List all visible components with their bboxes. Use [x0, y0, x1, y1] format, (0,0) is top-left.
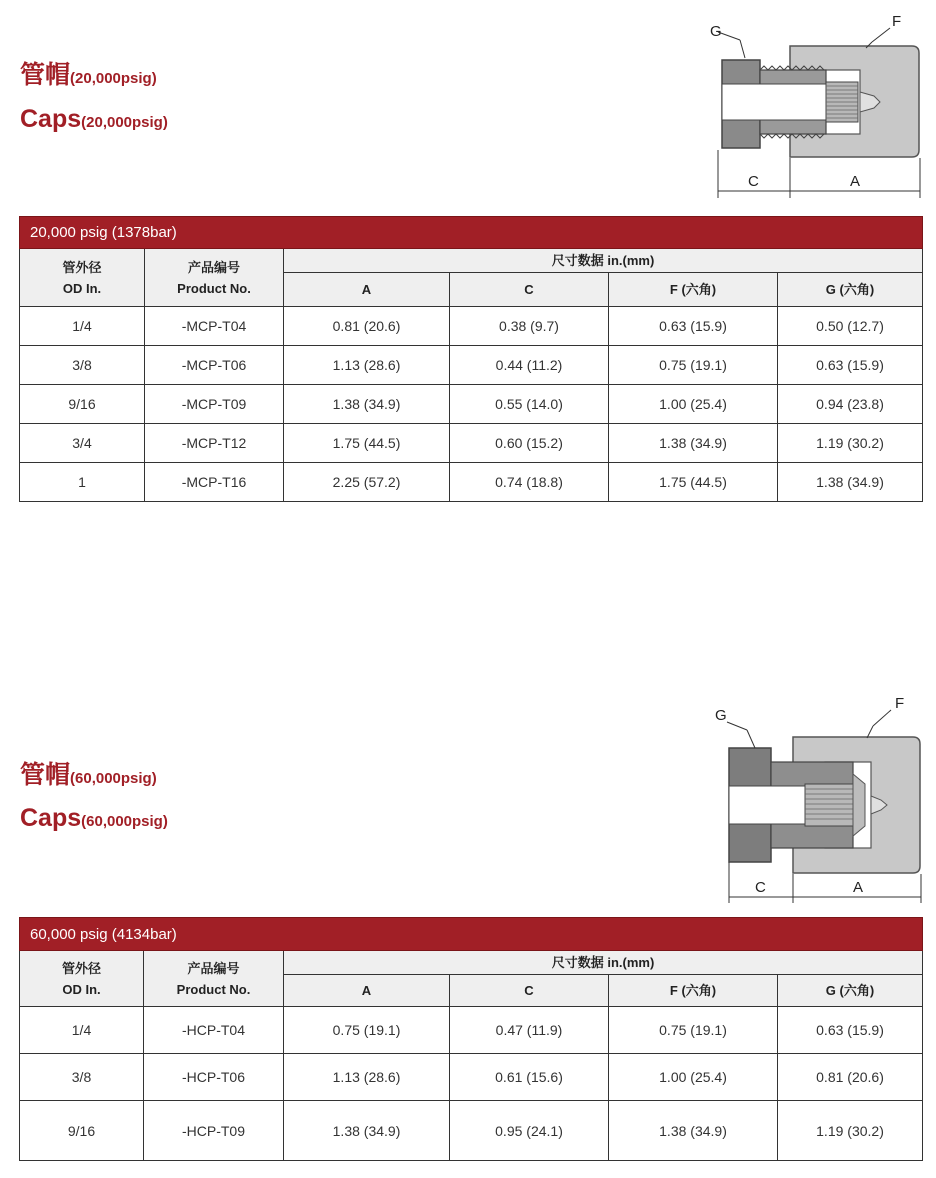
cell-g: 1.19 (30.2)	[778, 1101, 923, 1161]
table-row	[20, 385, 923, 424]
col-a: A	[284, 975, 450, 1007]
cell-g: 1.19 (30.2)	[778, 424, 923, 463]
cap-diagram	[705, 690, 930, 905]
pressure-banner: 20,000 psig (1378bar)	[20, 217, 923, 249]
cell-a: 1.38 (34.9)	[284, 1101, 450, 1161]
col-dimensions: 尺寸数据 in.(mm)	[284, 249, 923, 273]
cell-c: 0.60 (15.2)	[450, 424, 609, 463]
cell-f: 1.75 (44.5)	[609, 463, 778, 502]
cell-g: 0.63 (15.9)	[778, 346, 923, 385]
title-en: Caps(20,000psig)	[20, 105, 168, 133]
col-dimensions: 尺寸数据 in.(mm)	[284, 951, 923, 975]
label-a: A	[850, 173, 861, 190]
tube-bore	[722, 84, 826, 120]
cell-a: 1.13 (28.6)	[284, 346, 450, 385]
cell-g: 0.63 (15.9)	[778, 1007, 923, 1054]
cell-a: 2.25 (57.2)	[284, 463, 450, 502]
pressure-banner: 60,000 psig (4134bar)	[20, 918, 923, 951]
cell-a: 0.75 (19.1)	[284, 1007, 450, 1054]
title-cn: 管帽(20,000psig)	[20, 61, 157, 89]
cell-c: 0.95 (24.1)	[450, 1101, 609, 1161]
table-row	[20, 424, 923, 463]
cell-product-no: -HCP-T09	[144, 1101, 284, 1161]
col-c: C	[450, 975, 609, 1007]
table-row	[20, 307, 923, 346]
cell-od: 3/8	[20, 1054, 144, 1101]
cell-f: 1.00 (25.4)	[609, 385, 778, 424]
cell-od: 9/16	[20, 1101, 144, 1161]
cell-od: 1	[20, 463, 145, 502]
cell-a: 1.13 (28.6)	[284, 1054, 450, 1101]
cell-f: 1.00 (25.4)	[609, 1054, 778, 1101]
cell-c: 0.47 (11.9)	[450, 1007, 609, 1054]
cell-g: 0.94 (23.8)	[778, 385, 923, 424]
spec-table-60000	[19, 917, 923, 1161]
cell-product-no: -MCP-T09	[145, 385, 284, 424]
cell-c: 0.38 (9.7)	[450, 307, 609, 346]
label-g: G	[715, 707, 727, 724]
col-c: C	[450, 273, 609, 307]
cap-diagram	[700, 8, 930, 203]
cell-c: 0.74 (18.8)	[450, 463, 609, 502]
col-od: 管外径 OD In.	[20, 249, 145, 307]
cell-f: 0.63 (15.9)	[609, 307, 778, 346]
col-g: G (六角)	[778, 273, 923, 307]
cell-od: 3/8	[20, 346, 145, 385]
cell-f: 0.75 (19.1)	[609, 1007, 778, 1054]
cell-product-no: -MCP-T04	[145, 307, 284, 346]
cell-g: 0.50 (12.7)	[778, 307, 923, 346]
cell-f: 1.38 (34.9)	[609, 1101, 778, 1161]
section-60000psig	[0, 690, 936, 1170]
label-c: C	[748, 173, 759, 190]
col-product-no: 产品编号 Product No.	[145, 249, 284, 307]
col-od: 管外径 OD In.	[20, 951, 144, 1007]
cell-od: 3/4	[20, 424, 145, 463]
cell-product-no: -MCP-T06	[145, 346, 284, 385]
cell-product-no: -MCP-T12	[145, 424, 284, 463]
col-g: G (六角)	[778, 975, 923, 1007]
cell-c: 0.61 (15.6)	[450, 1054, 609, 1101]
col-f: F (六角)	[609, 975, 778, 1007]
label-f: F	[895, 695, 905, 712]
section-20000psig	[0, 0, 936, 520]
cell-a: 1.75 (44.5)	[284, 424, 450, 463]
cell-f: 0.75 (19.1)	[609, 346, 778, 385]
table-row	[20, 1007, 923, 1054]
spec-table-20000	[19, 216, 923, 502]
cell-c: 0.44 (11.2)	[450, 346, 609, 385]
cell-g: 1.38 (34.9)	[778, 463, 923, 502]
cell-product-no: -MCP-T16	[145, 463, 284, 502]
label-f: F	[892, 13, 902, 30]
title-cn: 管帽(60,000psig)	[20, 761, 157, 789]
cell-c: 0.55 (14.0)	[450, 385, 609, 424]
table-row	[20, 346, 923, 385]
cell-od: 1/4	[20, 1007, 144, 1054]
label-c: C	[755, 879, 766, 896]
label-g: G	[710, 23, 722, 40]
table-row	[20, 463, 923, 502]
col-f: F (六角)	[609, 273, 778, 307]
cell-product-no: -HCP-T06	[144, 1054, 284, 1101]
cell-a: 0.81 (20.6)	[284, 307, 450, 346]
title-en: Caps(60,000psig)	[20, 804, 168, 832]
tube-bore	[729, 786, 805, 824]
table-row	[20, 1101, 923, 1161]
col-product-no: 产品编号 Product No.	[144, 951, 284, 1007]
label-a: A	[853, 879, 864, 896]
col-a: A	[284, 273, 450, 307]
cell-od: 1/4	[20, 307, 145, 346]
table-row	[20, 1054, 923, 1101]
cell-g: 0.81 (20.6)	[778, 1054, 923, 1101]
tube-end-thread	[805, 784, 855, 826]
cell-f: 1.38 (34.9)	[609, 424, 778, 463]
cell-od: 9/16	[20, 385, 145, 424]
cell-a: 1.38 (34.9)	[284, 385, 450, 424]
cell-product-no: -HCP-T04	[144, 1007, 284, 1054]
